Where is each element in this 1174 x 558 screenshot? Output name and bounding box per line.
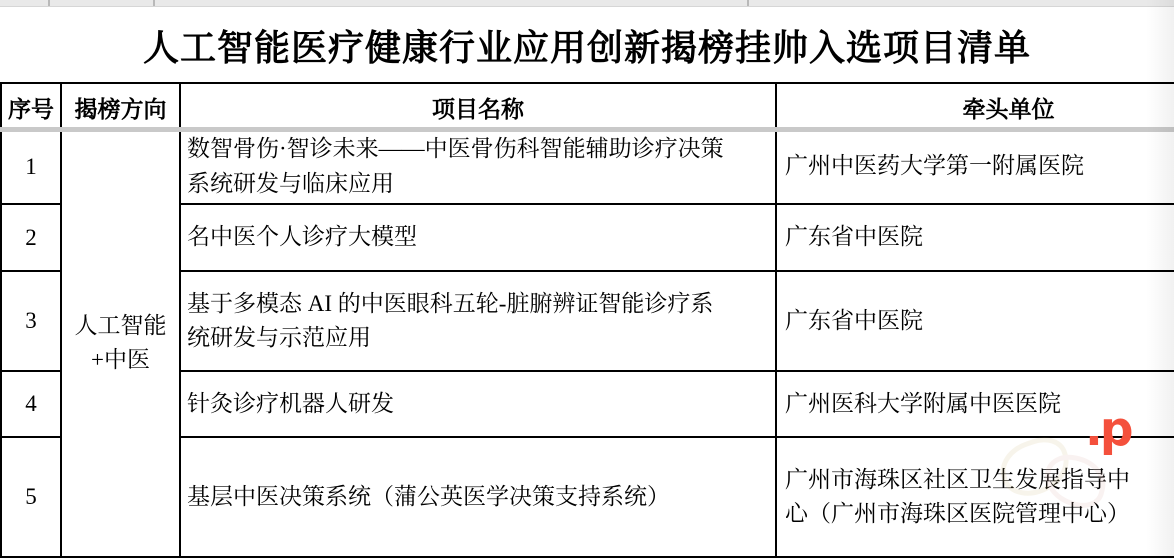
page-title: 人工智能医疗健康行业应用创新揭榜挂帅入选项目清单 xyxy=(142,28,1031,68)
header-row xyxy=(1,83,1174,130)
cell-no-1[interactable]: 1 xyxy=(1,130,61,204)
table-row xyxy=(1,130,1174,204)
lead-unit: 广州中医药大学第一附属医院 xyxy=(785,153,1084,179)
lead-unit: 广东省中医院 xyxy=(785,224,923,250)
project-name: 名中医个人诊疗大模型 xyxy=(187,224,417,250)
cell-lead-2[interactable] xyxy=(776,204,1174,271)
cell-no-3[interactable]: 3 xyxy=(1,271,61,371)
cell-no-5[interactable]: 5 xyxy=(1,437,61,557)
cell-lead-3[interactable] xyxy=(776,271,1174,371)
cell-project-2[interactable] xyxy=(180,204,776,271)
column-header-project[interactable]: 项目名称 xyxy=(180,83,776,130)
project-name: 针灸诊疗机器人研发 xyxy=(187,390,394,416)
direction-label: 人工智能+中医 xyxy=(74,312,167,372)
column-header-direction[interactable]: 揭榜方向 xyxy=(61,83,180,130)
lead-unit: 广州市海珠区社区卫生发展指导中心（广州市海珠区医院管理中心） xyxy=(785,466,1130,526)
column-header-lead[interactable]: 牵头单位 xyxy=(776,83,1174,130)
cell-project-1[interactable] xyxy=(180,130,776,204)
sheet-column-divider xyxy=(48,0,50,6)
sheet-top-edge xyxy=(0,0,1174,7)
cell-direction-merged[interactable] xyxy=(61,130,180,557)
cell-no-4[interactable]: 4 xyxy=(1,371,61,437)
column-header-no[interactable]: 序号 xyxy=(1,83,61,130)
project-name: 数智骨伤·智诊未来——中医骨伤科智能辅助诊疗决策系统研发与临床应用 xyxy=(187,136,724,196)
lead-unit: 广州医科大学附属中医医院 xyxy=(785,390,1061,416)
project-name: 基于多模态 AI 的中医眼科五轮-脏腑辨证智能诊疗系统研发与示范应用 xyxy=(187,290,714,350)
header-divider-band xyxy=(0,127,1174,132)
lead-unit: 广东省中医院 xyxy=(785,307,923,333)
sheet-column-divider xyxy=(153,0,155,6)
cell-project-4[interactable] xyxy=(180,371,776,437)
project-table xyxy=(0,82,1174,558)
cell-project-3[interactable] xyxy=(180,271,776,371)
sheet-column-divider xyxy=(747,0,749,6)
cell-lead-1[interactable] xyxy=(776,130,1174,204)
project-name: 基层中医决策系统（蒲公英医学决策支持系统） xyxy=(187,483,670,509)
cell-no-2[interactable]: 2 xyxy=(1,204,61,271)
cell-project-5[interactable] xyxy=(180,437,776,557)
red-p-watermark-icon: .p xyxy=(1085,402,1131,457)
